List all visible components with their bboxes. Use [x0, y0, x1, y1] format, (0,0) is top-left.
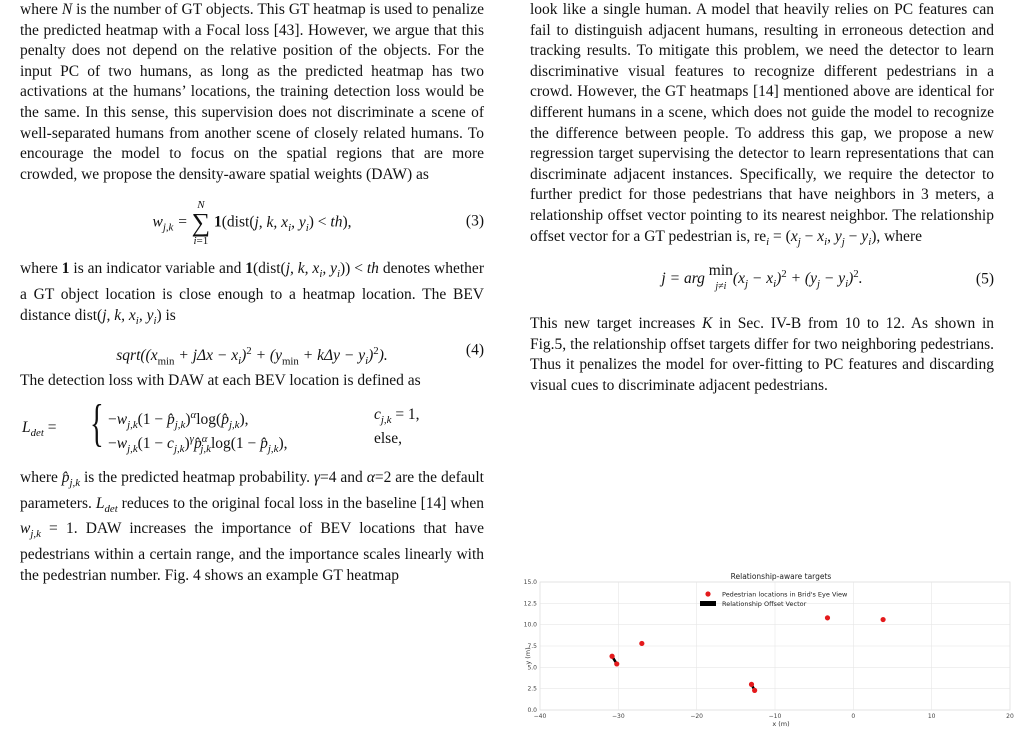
legend-marker-vector — [700, 601, 716, 606]
paragraph: where 1 is an indicator variable and 1(dist(j, k, $x_i$, $y_i$)) < th denotes whether a GT object location is close enough to a heatmap location. The BEV distance dist(j, k, $x_i$, $y_i$) is — [20, 260, 484, 327]
x-axis-label: x (m) — [772, 720, 790, 728]
x-tick-label: 10 — [927, 713, 936, 720]
pedestrian-point — [825, 615, 830, 620]
pedestrian-point — [609, 654, 614, 659]
legend-label-vector: Relationship Offset Vector — [722, 600, 807, 608]
right-column — [530, 0, 994, 397]
y-tick-label: 5.0 — [527, 664, 537, 672]
x-tick-label: 20 — [1006, 713, 1014, 720]
x-tick-label: −20 — [690, 713, 704, 720]
pedestrian-point — [749, 682, 754, 687]
equation-det-loss: $L_{det}$ = { $-w_{j,k}(1$ − $p̂_{j,k})^\alpha\log(p̂_{j,k})$, $c_{j,k} = 1$, $-w_{j,k}(1$ − $c_{j,k})^\gamma p̂^\alpha_{j,k}\log(1$ − $p̂_{j,k}$), else, — [22, 394, 420, 456]
pedestrian-point — [639, 641, 644, 646]
y-axis-label: y (m) — [524, 647, 532, 665]
equation-number: (5) — [975, 270, 994, 288]
paragraph: This new target increases K in Sec. IV-B from 10 to 12. As shown in Fig.5, the relationship offset targets differ for two neighboring pedestrians. Thus it penalizes the model for over-fitting to PC features and discarding visual cues to discriminate adjacent pedestrians. — [530, 315, 994, 394]
equation-3: $w_{j,k}$ = N ∑ i=1 1(dist(j, k, $x_i$, $y_i) < th$), (3) — [152, 199, 484, 248]
equation-5: j = arg min j≠i $(x_j - x_i)^2 + (y_j - y_i)^2$. (5) — [661, 262, 994, 293]
x-tick-label: 0 — [851, 713, 856, 720]
y-tick-label: 2.5 — [527, 685, 537, 693]
y-tick-label: 15.0 — [523, 579, 537, 586]
paragraph: look like a single human. A model that heavily relies on PC features can fail to distinguish adjacent humans, resulting in erroneous detection and tracking results. To mitigate this problem, we need the detector to learn discriminative visual features to recognize different pedestrians in a crowd. However, the GT heatmaps [14] mentioned above are identical for different humans in a scene, which does not guide the model to recognize the difference between people. To address this gap, we propose a new regression target supervising the detector to learn representations that can discriminate adjacent instances. Specifically, we require the detector to further predict for those pedestrians that have neighbors in 3 meters, a relationship offset vector pointing to its nearest neighbor. The relationship offset vector for a GT pedestrian is, $re_i = (x_j - x_i$, $y_j - y_i$), where — [530, 1, 994, 248]
x-tick-label: −30 — [611, 713, 625, 720]
y-tick-label: 7.5 — [527, 643, 537, 650]
y-tick-label: 0.0 — [527, 707, 537, 714]
equation-4: $sqrt((x_{min} + j\Delta x - x_i)^2 + (y_{min} + k\Delta y - y_i)^2)$. (4) — [116, 342, 484, 368]
y-tick-label: 12.5 — [523, 600, 537, 608]
x-tick-label: −40 — [533, 713, 547, 720]
y-tick-label: 10.0 — [523, 621, 537, 629]
figure-relationship-targets — [510, 568, 1020, 728]
pedestrian-point — [881, 617, 886, 622]
paragraph: where $p̂_{j,k}$ is the predicted heatmap probability. γ=4 and α=2 are the default parameters. $L_{det}$ reduces to the original focal loss in the baseline [14] when $w_{j,k} = 1$. DAW increases the importance of BEV locations that have pedestrians within a certain range, and the importance scales linearly with the pedestrian number. Fig. 4 shows an example GT heatmap — [20, 468, 484, 584]
x-tick-label: −10 — [768, 713, 782, 720]
paragraph: The detection loss with DAW at each BEV location is defined as — [20, 372, 421, 390]
equation-number: (4) — [465, 342, 484, 360]
equation-number: (3) — [465, 213, 484, 231]
legend-marker-points — [705, 591, 710, 596]
chart-title: Relationship-aware targets — [730, 572, 832, 581]
pedestrian-point — [614, 661, 619, 666]
paragraph: where N is the number of GT objects. This GT heatmap is used to penalize the predicted heatmap with a Focal loss [43]. However, we argue that this penalty does not depend on the relative position of the objects. For the input PC of two humans, as long as the predicted heatmap has two activations at the humans’ locations, the training detection loss would be the same. In this sense, this supervision does not discriminate a scene of well-separated humans from another scene of closely related humans. To encourage the model to focus on the spatial regions that are more crowded, we propose the density-aware spatial weights (DAW) as — [20, 1, 484, 183]
left-column — [20, 0, 484, 586]
scatter-chart — [510, 568, 1020, 728]
pedestrian-point — [752, 688, 757, 693]
legend-label-points: Pedestrian locations in Brid's Eye View — [722, 590, 848, 599]
